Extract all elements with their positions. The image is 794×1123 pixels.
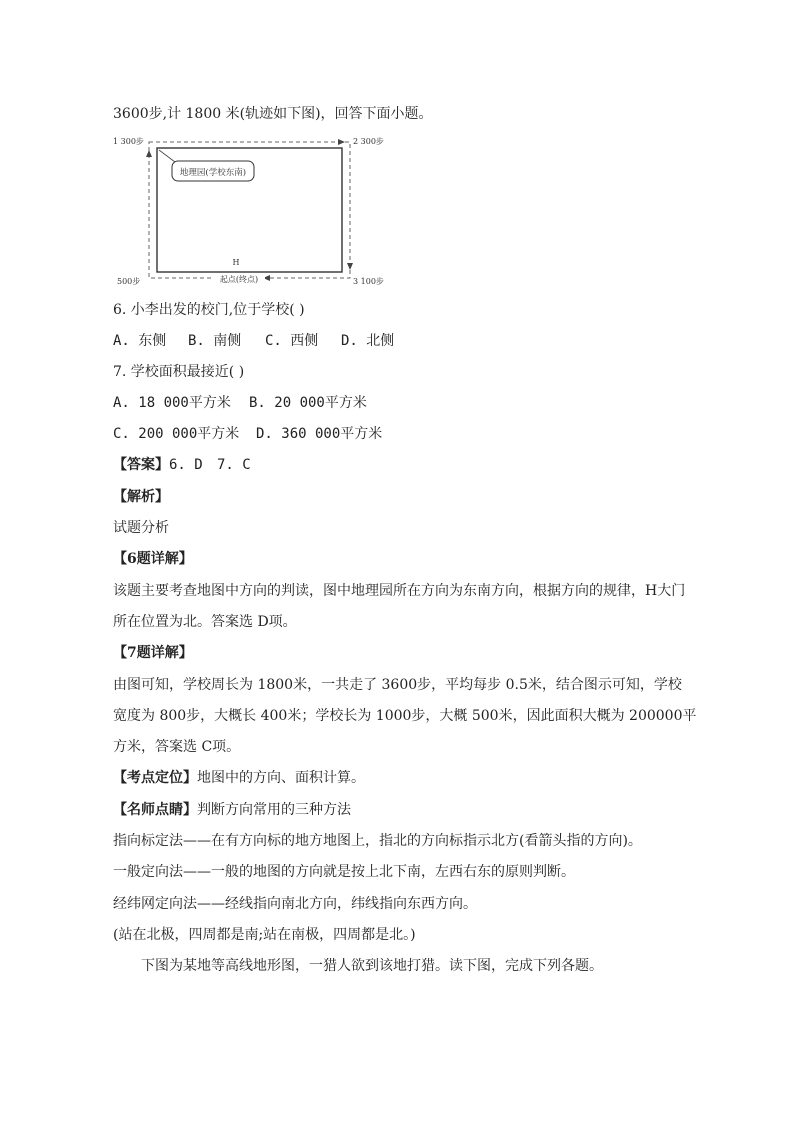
corner-label-br: 3 100步 xyxy=(353,277,384,286)
kaodian-text: 地图中的方向、面积计算。 xyxy=(197,770,365,786)
corner-label-tr: 2 300步 xyxy=(353,137,384,146)
q6-option-c: C. 西侧 xyxy=(265,333,319,349)
q7-detail-heading: 【7题详解】 xyxy=(113,645,193,661)
answer-q6: 6. D xyxy=(169,457,203,473)
q7-option-c: C. 200 000平方米 xyxy=(113,426,240,442)
q6-option-b: B. 南侧 xyxy=(188,333,242,349)
arrow-up-icon xyxy=(146,150,152,157)
kaodian-line xyxy=(113,768,365,788)
mingshi-text: 判断方向常用的三种方法 xyxy=(197,802,351,818)
q7-detail-line-3: 方米，答案选 C项。 xyxy=(113,739,241,755)
q7-option-a: A. 18 000平方米 xyxy=(113,395,231,411)
intro-text: 3600步,计 1800 米(轨迹如下图)，回答下面小题。 xyxy=(113,106,433,122)
q7-options-row1 xyxy=(113,393,367,413)
arrow-down-icon xyxy=(347,263,353,270)
q7-option-b: B. 20 000平方米 xyxy=(249,395,367,411)
method-3: 经纬网定向法——经线指向南北方向，纬线指向东西方向。 xyxy=(113,896,477,912)
polar-note: (站在北极，四周都是南;站在南极，四周都是北。) xyxy=(113,927,416,943)
q7-stem: 7. 学校面积最接近( ) xyxy=(113,364,245,380)
q6-option-a: A. 东侧 xyxy=(113,333,167,349)
start-label: 起点(终点) xyxy=(219,275,259,284)
answer-q7: 7. C xyxy=(217,457,251,473)
method-2: 一般定向法——一般的地图的方向就是按上北下南，左西右东的原则判断。 xyxy=(113,864,575,880)
answer-label: 【答案】 xyxy=(113,457,169,473)
q6-options xyxy=(113,331,394,351)
next-question-intro: 下图为某地等高线地形图，一猎人欲到该地打猎。读下图，完成下列各题。 xyxy=(141,958,603,974)
q6-detail-line-2: 所在位置为北。答案选 D项。 xyxy=(113,614,297,630)
q7-detail-line-1: 由图可知，学校周长为 1800米，一共走了 3600步，平均每步 0.5米，结合图示可知，学校 xyxy=(113,677,682,693)
school-track-diagram xyxy=(113,130,403,292)
analysis-heading: 【解析】 xyxy=(113,489,169,505)
kaodian-label: 【考点定位】 xyxy=(113,770,197,786)
gate-label: H xyxy=(232,258,240,267)
arrow-right-icon xyxy=(338,139,345,145)
q7-options-row2 xyxy=(113,424,382,444)
mingshi-label: 【名师点睛】 xyxy=(113,802,197,818)
corner-label-tl: 1 300步 xyxy=(113,137,144,146)
corner-label-bl: 500步 xyxy=(117,277,141,286)
mingshi-line xyxy=(113,800,351,820)
geography-garden-label: 地理园(学校东南) xyxy=(179,168,247,178)
answer-line xyxy=(113,455,251,475)
q6-detail-heading: 【6题详解】 xyxy=(113,551,193,567)
analysis-subheading: 试题分析 xyxy=(113,520,169,536)
q6-option-d: D. 北侧 xyxy=(341,333,395,349)
q6-detail-line-1: 该题主要考查地图中方向的判读，图中地理园所在方向为东南方向，根据方向的规律，H大门 xyxy=(113,583,686,599)
q7-detail-line-2: 宽度为 800步，大概长 400米；学校长为 1000步，大概 500米，因此面积大概为 200000平 xyxy=(113,708,697,724)
q7-option-d: D. 360 000平方米 xyxy=(256,426,383,442)
q6-stem: 6. 小李出发的校门,位于学校( ) xyxy=(113,302,305,318)
method-1: 指向标定法——在有方向标的地方地图上，指北的方向标指示北方(看箭头指的方向)。 xyxy=(113,833,642,849)
